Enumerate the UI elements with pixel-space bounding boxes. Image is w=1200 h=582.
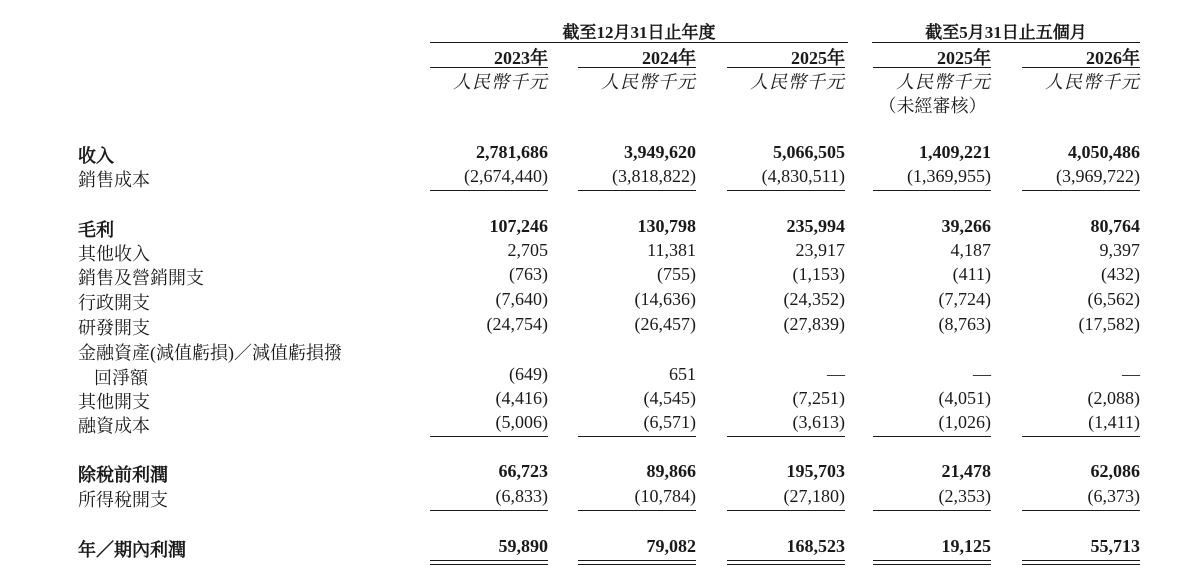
row-value-col2: 130,798: [637, 216, 696, 236]
row-value-col4: 21,478: [941, 461, 991, 481]
row-label: 銷售及營銷開支: [78, 268, 204, 288]
year-header-col1: 2023年: [494, 48, 548, 68]
row-value-col3: 195,703: [786, 461, 845, 481]
year-header-col5: 2026年: [1086, 48, 1140, 68]
row-value-col5: 80,764: [1090, 216, 1140, 236]
group-header-five-months: 截至5月31日止五個月: [925, 23, 1087, 42]
row-value-col5: (2,088): [1087, 388, 1140, 408]
row-label: 收入: [78, 146, 114, 166]
row-value-col4: 1,409,221: [919, 142, 991, 162]
unit-label-col4: 人民幣千元: [896, 72, 991, 92]
row-value-col2: (4,545): [643, 388, 696, 408]
row-value-col4: (411): [952, 264, 991, 284]
row-value-col1: 2,705: [507, 240, 548, 260]
row-value-col4: 4,187: [950, 240, 991, 260]
row-value-col5: (17,582): [1078, 314, 1140, 334]
row-value-col2: 3,949,620: [624, 142, 696, 162]
unit-label-col2: 人民幣千元: [601, 72, 696, 92]
total-double-rule: [578, 560, 696, 565]
total-double-rule: [873, 560, 991, 565]
row-label: 銷售成本: [78, 170, 150, 190]
row-value-col1: (7,640): [495, 289, 548, 309]
row-value-col1: (649): [509, 364, 548, 384]
year-header-col2: 2024年: [642, 48, 696, 68]
row-value-col3: (27,839): [783, 314, 845, 334]
row-label: 研發開支: [78, 318, 150, 338]
total-double-rule: [430, 560, 548, 565]
row-value-col3: (4,830,511): [761, 166, 845, 186]
row-value-col3: —: [827, 364, 845, 384]
subtotal-rule: [578, 190, 696, 191]
row-value-col1: (5,006): [495, 412, 548, 432]
row-value-col4: 19,125: [941, 536, 991, 556]
row-value-col5: (1,411): [1088, 412, 1140, 432]
row-value-col2: 11,381: [647, 240, 696, 260]
year-header-col3: 2025年: [791, 48, 845, 68]
row-value-col5: (432): [1101, 264, 1140, 284]
subtotal-rule: [727, 436, 845, 437]
row-value-col2: 79,082: [646, 536, 696, 556]
row-label: 其他開支: [78, 392, 150, 412]
subtotal-rule: [1022, 510, 1140, 511]
row-value-col2: (26,457): [634, 314, 696, 334]
subtotal-rule: [430, 510, 548, 511]
total-double-rule: [1022, 560, 1140, 565]
row-value-col1: (4,416): [495, 388, 548, 408]
row-value-col4: (4,051): [938, 388, 991, 408]
row-value-col1: 2,781,686: [476, 142, 548, 162]
row-value-col4: (2,353): [938, 486, 991, 506]
row-value-col4: (1,026): [938, 412, 991, 432]
row-value-col1: (24,754): [486, 314, 548, 334]
row-value-col3: (1,153): [792, 264, 845, 284]
row-value-col3: 23,917: [795, 240, 845, 260]
row-value-col2: (3,818,822): [612, 166, 696, 186]
row-value-col4: 39,266: [941, 216, 991, 236]
row-label: 融資成本: [78, 416, 150, 436]
subtotal-rule: [578, 436, 696, 437]
subtotal-rule: [873, 190, 991, 191]
row-label: 除稅前利潤: [78, 465, 168, 485]
row-value-col1: (6,833): [495, 486, 548, 506]
subtotal-rule: [1022, 190, 1140, 191]
subtotal-rule: [430, 190, 548, 191]
row-value-col1: 59,890: [498, 536, 548, 556]
row-value-col5: 4,050,486: [1068, 142, 1140, 162]
subtotal-rule: [873, 436, 991, 437]
row-value-col5: (3,969,722): [1056, 166, 1140, 186]
row-value-col3: (7,251): [792, 388, 845, 408]
row-value-col4: —: [973, 364, 991, 384]
row-label: 回淨額: [94, 368, 148, 388]
row-value-col5: (6,373): [1087, 486, 1140, 506]
row-value-col5: 62,086: [1090, 461, 1140, 481]
unit-label-col1: 人民幣千元: [453, 72, 548, 92]
row-value-col1: (2,674,440): [464, 166, 548, 186]
unaudited-note: （未經審核）: [878, 96, 987, 116]
row-value-col5: 9,397: [1099, 240, 1140, 260]
row-value-col2: (6,571): [643, 412, 696, 432]
unit-label-col3: 人民幣千元: [750, 72, 845, 92]
year-header-col4: 2025年: [937, 48, 991, 68]
row-label: 年／期內利潤: [78, 540, 186, 560]
row-value-col2: 651: [669, 364, 696, 384]
row-value-col1: 107,246: [489, 216, 548, 236]
row-label: 所得稅開支: [78, 490, 168, 510]
row-label: 行政開支: [78, 293, 150, 313]
row-value-col5: 55,713: [1090, 536, 1140, 556]
row-value-col5: —: [1122, 364, 1140, 384]
row-value-col5: (6,562): [1087, 289, 1140, 309]
row-value-col3: (27,180): [783, 486, 845, 506]
subtotal-rule: [430, 436, 548, 437]
row-value-col4: (1,369,955): [907, 166, 991, 186]
row-label: 其他收入: [78, 244, 150, 264]
row-value-col3: 5,066,505: [773, 142, 845, 162]
row-value-col4: (7,724): [938, 289, 991, 309]
row-value-col1: (763): [509, 264, 548, 284]
subtotal-rule: [1022, 436, 1140, 437]
row-value-col1: 66,723: [498, 461, 548, 481]
row-value-col2: (14,636): [634, 289, 696, 309]
total-double-rule: [727, 560, 845, 565]
row-label: 金融資產(減值虧損)／減值虧損撥: [78, 343, 342, 363]
subtotal-rule: [578, 510, 696, 511]
subtotal-rule: [727, 510, 845, 511]
row-value-col3: (24,352): [783, 289, 845, 309]
row-value-col3: 168,523: [786, 536, 845, 556]
row-value-col2: (10,784): [634, 486, 696, 506]
row-value-col4: (8,763): [938, 314, 991, 334]
row-value-col2: 89,866: [646, 461, 696, 481]
row-value-col3: (3,613): [792, 412, 845, 432]
group-header-rule-2: [872, 42, 1140, 43]
subtotal-rule: [727, 190, 845, 191]
row-value-col2: (755): [657, 264, 696, 284]
unit-label-col5: 人民幣千元: [1045, 72, 1140, 92]
row-label: 毛利: [78, 220, 114, 240]
group-header-year-ended: 截至12月31日止年度: [562, 23, 716, 42]
subtotal-rule: [873, 510, 991, 511]
row-value-col3: 235,994: [786, 216, 845, 236]
group-header-rule-1: [430, 42, 848, 43]
